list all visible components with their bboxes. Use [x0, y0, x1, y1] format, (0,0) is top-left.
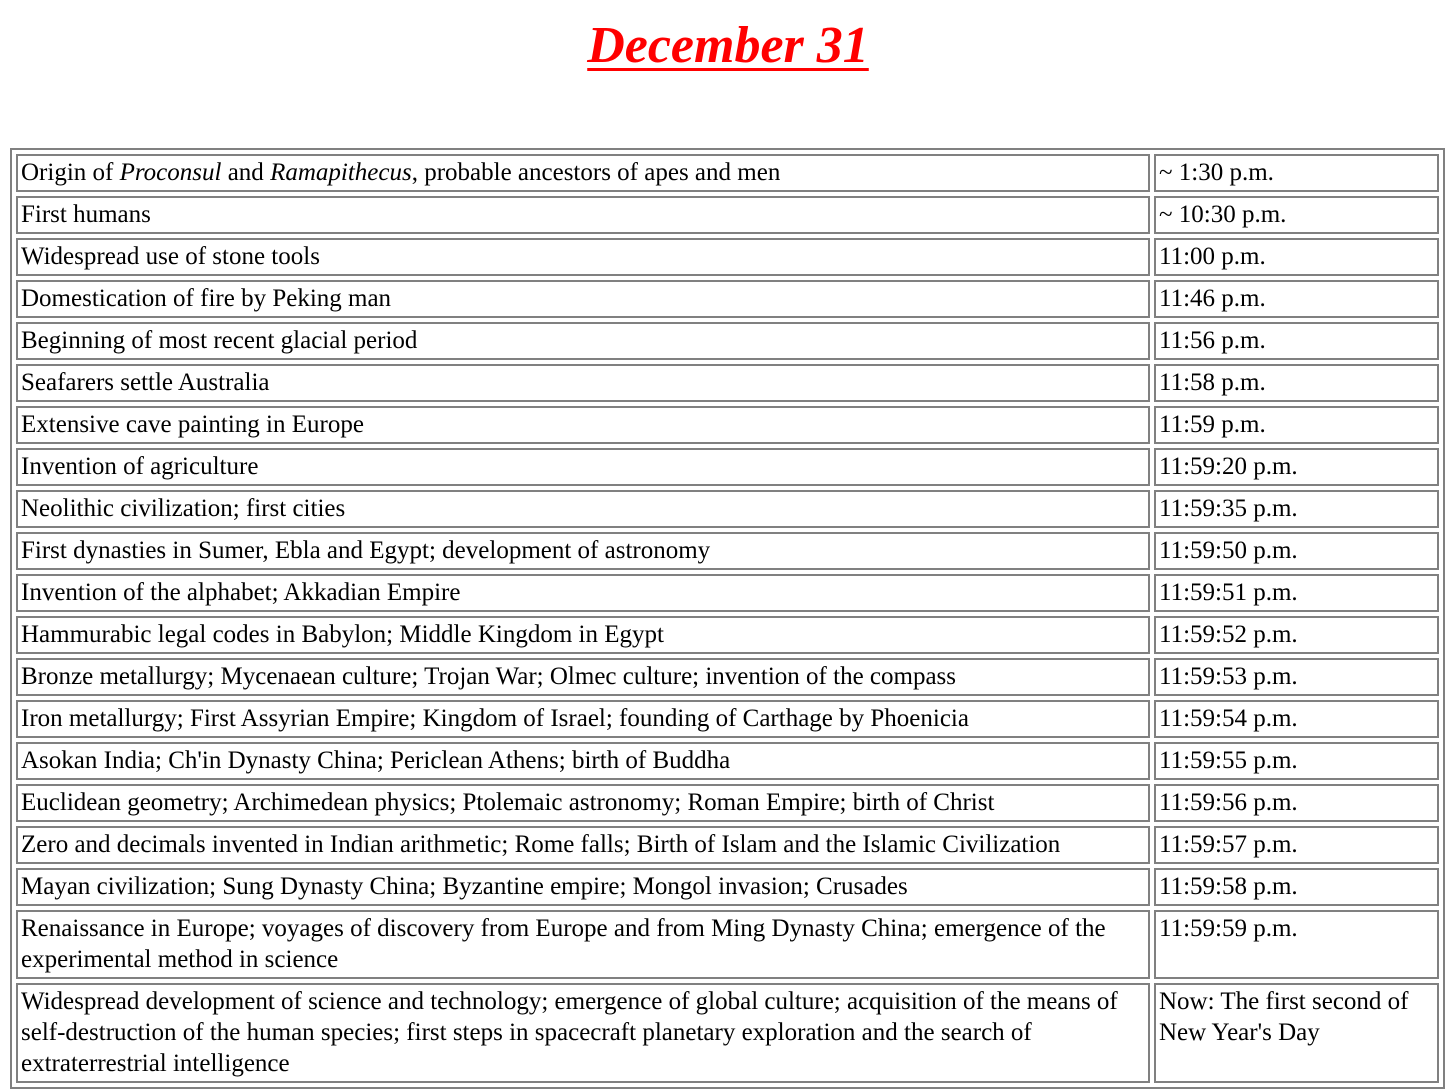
- table-row: [16, 700, 1439, 738]
- table-row: [16, 238, 1439, 276]
- table-row: [16, 910, 1439, 979]
- time-cell: 11:59:56 p.m.: [1154, 784, 1439, 822]
- timeline-table-wrapper: [10, 148, 1445, 1089]
- time-cell: 11:46 p.m.: [1154, 280, 1439, 318]
- event-cell: Iron metallurgy; First Assyrian Empire; Kingdom of Israel; founding of Carthage by Phoenicia: [16, 700, 1150, 738]
- time-cell: 11:59:55 p.m.: [1154, 742, 1439, 780]
- event-cell: Neolithic civilization; first cities: [16, 490, 1150, 528]
- event-cell: Mayan civilization; Sung Dynasty China; Byzantine empire; Mongol invasion; Crusades: [16, 868, 1150, 906]
- time-cell: 11:59:50 p.m.: [1154, 532, 1439, 570]
- table-row: [16, 616, 1439, 654]
- time-cell: ~ 1:30 p.m.: [1154, 154, 1439, 192]
- table-row: [16, 742, 1439, 780]
- time-cell: 11:59:57 p.m.: [1154, 826, 1439, 864]
- table-row: [16, 364, 1439, 402]
- time-cell: 11:59:54 p.m.: [1154, 700, 1439, 738]
- table-row: [16, 983, 1439, 1083]
- time-cell: ~ 10:30 p.m.: [1154, 196, 1439, 234]
- event-cell: Euclidean geometry; Archimedean physics; Ptolemaic astronomy; Roman Empire; birth of Christ: [16, 784, 1150, 822]
- event-cell: Zero and decimals invented in Indian arithmetic; Rome falls; Birth of Islam and the Islamic Civilization: [16, 826, 1150, 864]
- table-row: [16, 532, 1439, 570]
- event-cell: Asokan India; Ch'in Dynasty China; Periclean Athens; birth of Buddha: [16, 742, 1150, 780]
- table-row: [16, 868, 1439, 906]
- event-cell: First dynasties in Sumer, Ebla and Egypt; development of astronomy: [16, 532, 1150, 570]
- event-cell: Bronze metallurgy; Mycenaean culture; Trojan War; Olmec culture; invention of the compass: [16, 658, 1150, 696]
- event-cell: [16, 154, 1150, 192]
- event-cell: First humans: [16, 196, 1150, 234]
- time-cell: 11:59 p.m.: [1154, 406, 1439, 444]
- event-text-part: , probable ancestors of apes and men: [411, 159, 781, 186]
- event-text-part: Origin of: [21, 159, 120, 186]
- table-row: [16, 196, 1439, 234]
- taxon-name: Proconsul: [119, 159, 222, 186]
- table-row: [16, 826, 1439, 864]
- event-cell: Invention of agriculture: [16, 448, 1150, 486]
- event-cell: Widespread use of stone tools: [16, 238, 1150, 276]
- time-cell: 11:59:20 p.m.: [1154, 448, 1439, 486]
- event-cell: Hammurabic legal codes in Babylon; Middle Kingdom in Egypt: [16, 616, 1150, 654]
- time-cell: 11:59:58 p.m.: [1154, 868, 1439, 906]
- time-cell: 11:59:35 p.m.: [1154, 490, 1439, 528]
- event-cell: Widespread development of science and technology; emergence of global culture; acquisition of the means of self-destruction of the human species; first steps in spacecraft planetary exploration and the search of extraterrestrial intelligence: [16, 983, 1150, 1083]
- event-text-part: and: [221, 159, 271, 186]
- event-cell: Beginning of most recent glacial period: [16, 322, 1150, 360]
- table-row: [16, 322, 1439, 360]
- table-row: [16, 784, 1439, 822]
- event-cell: Renaissance in Europe; voyages of discovery from Europe and from Ming Dynasty China; emergence of the experimental method in science: [16, 910, 1150, 979]
- table-row: [16, 280, 1439, 318]
- event-cell: Seafarers settle Australia: [16, 364, 1150, 402]
- table-row: [16, 658, 1439, 696]
- page-title: December 31: [587, 17, 869, 74]
- event-cell: Domestication of fire by Peking man: [16, 280, 1150, 318]
- table-row: [16, 406, 1439, 444]
- taxon-name: Ramapithecus: [270, 159, 412, 186]
- timeline-table: [10, 148, 1445, 1089]
- time-cell: 11:58 p.m.: [1154, 364, 1439, 402]
- time-cell: 11:59:59 p.m.: [1154, 910, 1439, 979]
- time-cell: 11:59:53 p.m.: [1154, 658, 1439, 696]
- table-row: [16, 154, 1439, 192]
- time-cell: 11:56 p.m.: [1154, 322, 1439, 360]
- table-row: [16, 574, 1439, 612]
- timeline-table-body: [16, 154, 1439, 1083]
- table-row: [16, 448, 1439, 486]
- event-cell: Invention of the alphabet; Akkadian Empire: [16, 574, 1150, 612]
- table-row: [16, 490, 1439, 528]
- event-cell: Extensive cave painting in Europe: [16, 406, 1150, 444]
- time-cell: Now: The first second of New Year's Day: [1154, 983, 1439, 1083]
- time-cell: 11:00 p.m.: [1154, 238, 1439, 276]
- time-cell: 11:59:52 p.m.: [1154, 616, 1439, 654]
- time-cell: 11:59:51 p.m.: [1154, 574, 1439, 612]
